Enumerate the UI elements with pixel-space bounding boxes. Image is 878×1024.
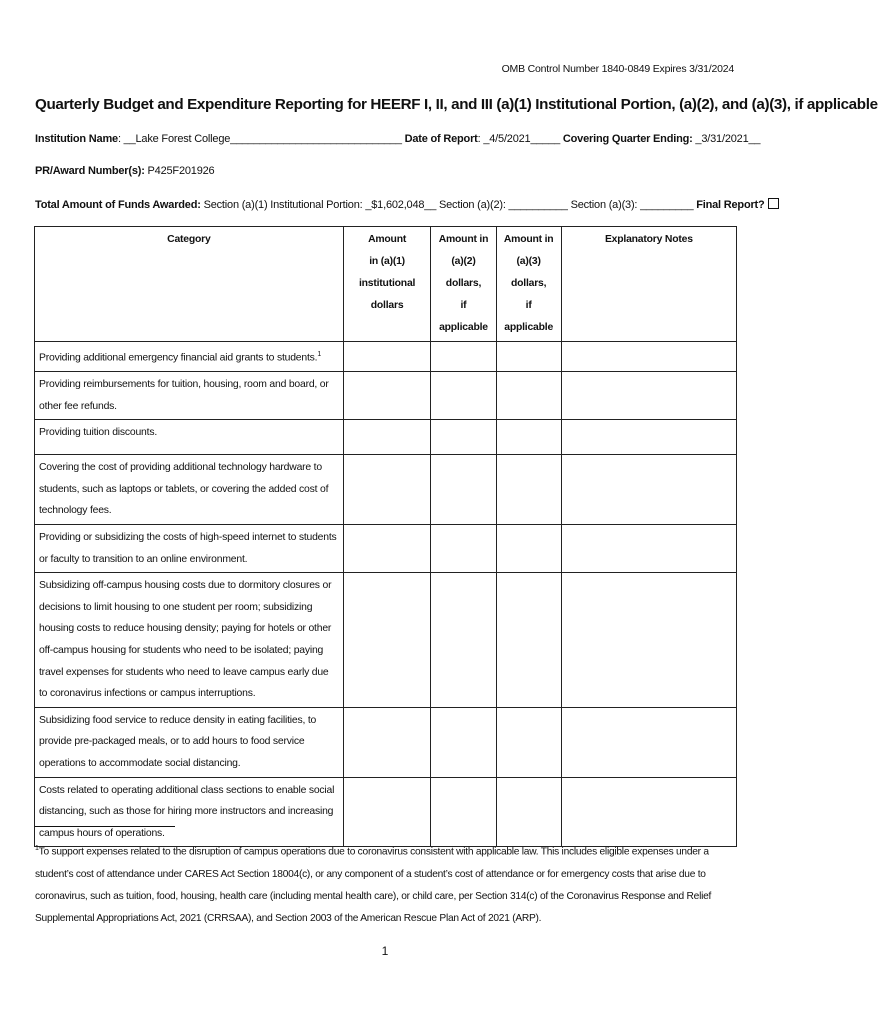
row-category-text: Providing additional emergency financial aid grants to students.	[39, 352, 318, 364]
cell-a2[interactable]	[431, 372, 496, 420]
page-number: 1	[381, 944, 389, 958]
cell-a1[interactable]	[343, 525, 431, 573]
header-explanatory-notes: Explanatory Notes	[561, 227, 736, 342]
table-row	[35, 777, 737, 847]
header-a3-line2: (a)(3) dollars,	[510, 256, 547, 289]
cell-a1[interactable]	[343, 372, 431, 420]
date-value: : _4/5/2021_____	[477, 133, 561, 145]
table-row	[35, 707, 737, 777]
header-a2-amount	[431, 227, 496, 342]
table-row	[35, 525, 737, 573]
cell-a2[interactable]	[431, 342, 496, 372]
cell-a2[interactable]	[431, 420, 496, 455]
table-row	[35, 573, 737, 708]
cell-a2[interactable]	[431, 707, 496, 777]
table-header-row	[35, 227, 737, 342]
cell-a3[interactable]	[496, 342, 561, 372]
cell-a1[interactable]	[343, 455, 431, 525]
footnote-divider	[35, 826, 175, 827]
page-title: Quarterly Budget and Expenditure Reporting for HEERF I, II, and III (a)(1) Institutional Portion, (a)(2), and (a)(3), if applicable	[35, 96, 878, 113]
row-category: Costs related to operating additional class sections to enable social distancing, such as those for hiring more instructors and increasing campus hours of operations.	[35, 777, 344, 847]
header-a2-line3: if applicable	[439, 300, 488, 333]
header-a1-amount	[343, 227, 431, 342]
row-category: Providing tuition discounts.	[35, 420, 344, 455]
cell-a3[interactable]	[496, 525, 561, 573]
institution-label: Institution Name	[35, 133, 118, 145]
cell-notes[interactable]	[561, 372, 736, 420]
header-a3-line1: Amount in	[503, 234, 554, 245]
header-a3-line3: if applicable	[504, 300, 554, 333]
cell-a1[interactable]	[343, 707, 431, 777]
cell-a1[interactable]	[343, 342, 431, 372]
award-value: P425F201926	[144, 165, 215, 177]
cell-notes[interactable]	[561, 777, 736, 847]
header-a1-line3: institutional dollars	[358, 278, 416, 311]
row-category: Providing or subsidizing the costs of high-speed internet to students or faculty to transition to an online environment.	[35, 525, 344, 573]
footnote-ref: 1	[317, 351, 322, 358]
footnote-marker: 1	[35, 845, 39, 852]
total-value: Section (a)(1) Institutional Portion: _$1,602,048__ Section (a)(2): __________ Section (a)(3): _________	[200, 199, 697, 211]
omb-control-number: OMB Control Number 1840-0849 Expires 3/31/2024	[501, 63, 734, 75]
cell-a1[interactable]	[343, 777, 431, 847]
cell-a1[interactable]	[343, 420, 431, 455]
institution-value: : __Lake Forest College_____________________________	[117, 133, 402, 145]
final-report-checkbox[interactable]	[768, 198, 779, 209]
award-label: PR/Award Number(s):	[35, 165, 145, 177]
footnote	[35, 838, 740, 930]
row-category: Subsidizing off-campus housing costs due to dormitory closures or decisions to limit housing to one student per room; subsidizing housing costs to reduce housing density; paying for hotels or other off-campus housing for students who need to be isolated; paying travel expenses for students who need to leave campus early due to coronavirus infections or campus interruptions.	[35, 573, 344, 708]
cell-a2[interactable]	[431, 455, 496, 525]
row-category: Providing reimbursements for tuition, housing, room and board, or other fee refunds.	[35, 372, 344, 420]
cell-notes[interactable]	[561, 573, 736, 708]
cell-a2[interactable]	[431, 573, 496, 708]
header-a3-amount	[496, 227, 561, 342]
quarter-value: _3/31/2021__	[692, 133, 761, 145]
header-a2-line2: (a)(2) dollars,	[445, 256, 482, 289]
header-a1-line2: in (a)(1)	[369, 256, 405, 267]
cell-a2[interactable]	[431, 777, 496, 847]
cell-a3[interactable]	[496, 420, 561, 455]
cell-a3[interactable]	[496, 455, 561, 525]
cell-a2[interactable]	[431, 525, 496, 573]
header-a2-line1: Amount in	[438, 234, 489, 245]
cell-a3[interactable]	[496, 777, 561, 847]
cell-notes[interactable]	[561, 455, 736, 525]
table-row	[35, 455, 737, 525]
row-category	[35, 342, 344, 372]
row-category: Subsidizing food service to reduce density in eating facilities, to provide pre-packaged meals, or to add hours to food service operations to accommodate social distancing.	[35, 707, 344, 777]
cell-a3[interactable]	[496, 707, 561, 777]
date-label: Date of Report	[404, 133, 478, 145]
quarter-label: Covering Quarter Ending:	[562, 133, 693, 145]
total-funds-line	[35, 198, 779, 211]
cell-notes[interactable]	[561, 342, 736, 372]
institution-line	[35, 133, 760, 145]
header-category: Category	[35, 227, 344, 342]
cell-a3[interactable]	[496, 372, 561, 420]
budget-table	[34, 226, 737, 847]
cell-notes[interactable]	[561, 420, 736, 455]
cell-a3[interactable]	[496, 573, 561, 708]
table-row	[35, 372, 737, 420]
cell-a1[interactable]	[343, 573, 431, 708]
cell-notes[interactable]	[561, 707, 736, 777]
table-row	[35, 420, 737, 455]
total-label: Total Amount of Funds Awarded:	[35, 199, 201, 211]
row-category: Covering the cost of providing additional technology hardware to students, such as laptops or tablets, or covering the added cost of technology fees.	[35, 455, 344, 525]
award-line	[35, 165, 214, 177]
final-report-label: Final Report?	[696, 199, 765, 211]
table-row	[35, 342, 737, 372]
footnote-text: To support expenses related to the disruption of campus operations due to coronavirus consistent with applicable law. This includes eligible expenses under a student’s cost of attendance under CARES Act Section 18004(c), or any component of a student’s cost of attendance or for emergency costs that arise due to coronavirus, such as tuition, food, housing, health care (including mental health care), or child care, per Section 314(c) of the Coronavirus Response and Relief Supplemental Appropriations Act, 2021 (CRRSAA), and Section 2003 of the American Rescue Plan Act of 2021 (ARP).	[35, 846, 712, 924]
cell-notes[interactable]	[561, 525, 736, 573]
header-a1-line1: Amount	[368, 234, 407, 245]
